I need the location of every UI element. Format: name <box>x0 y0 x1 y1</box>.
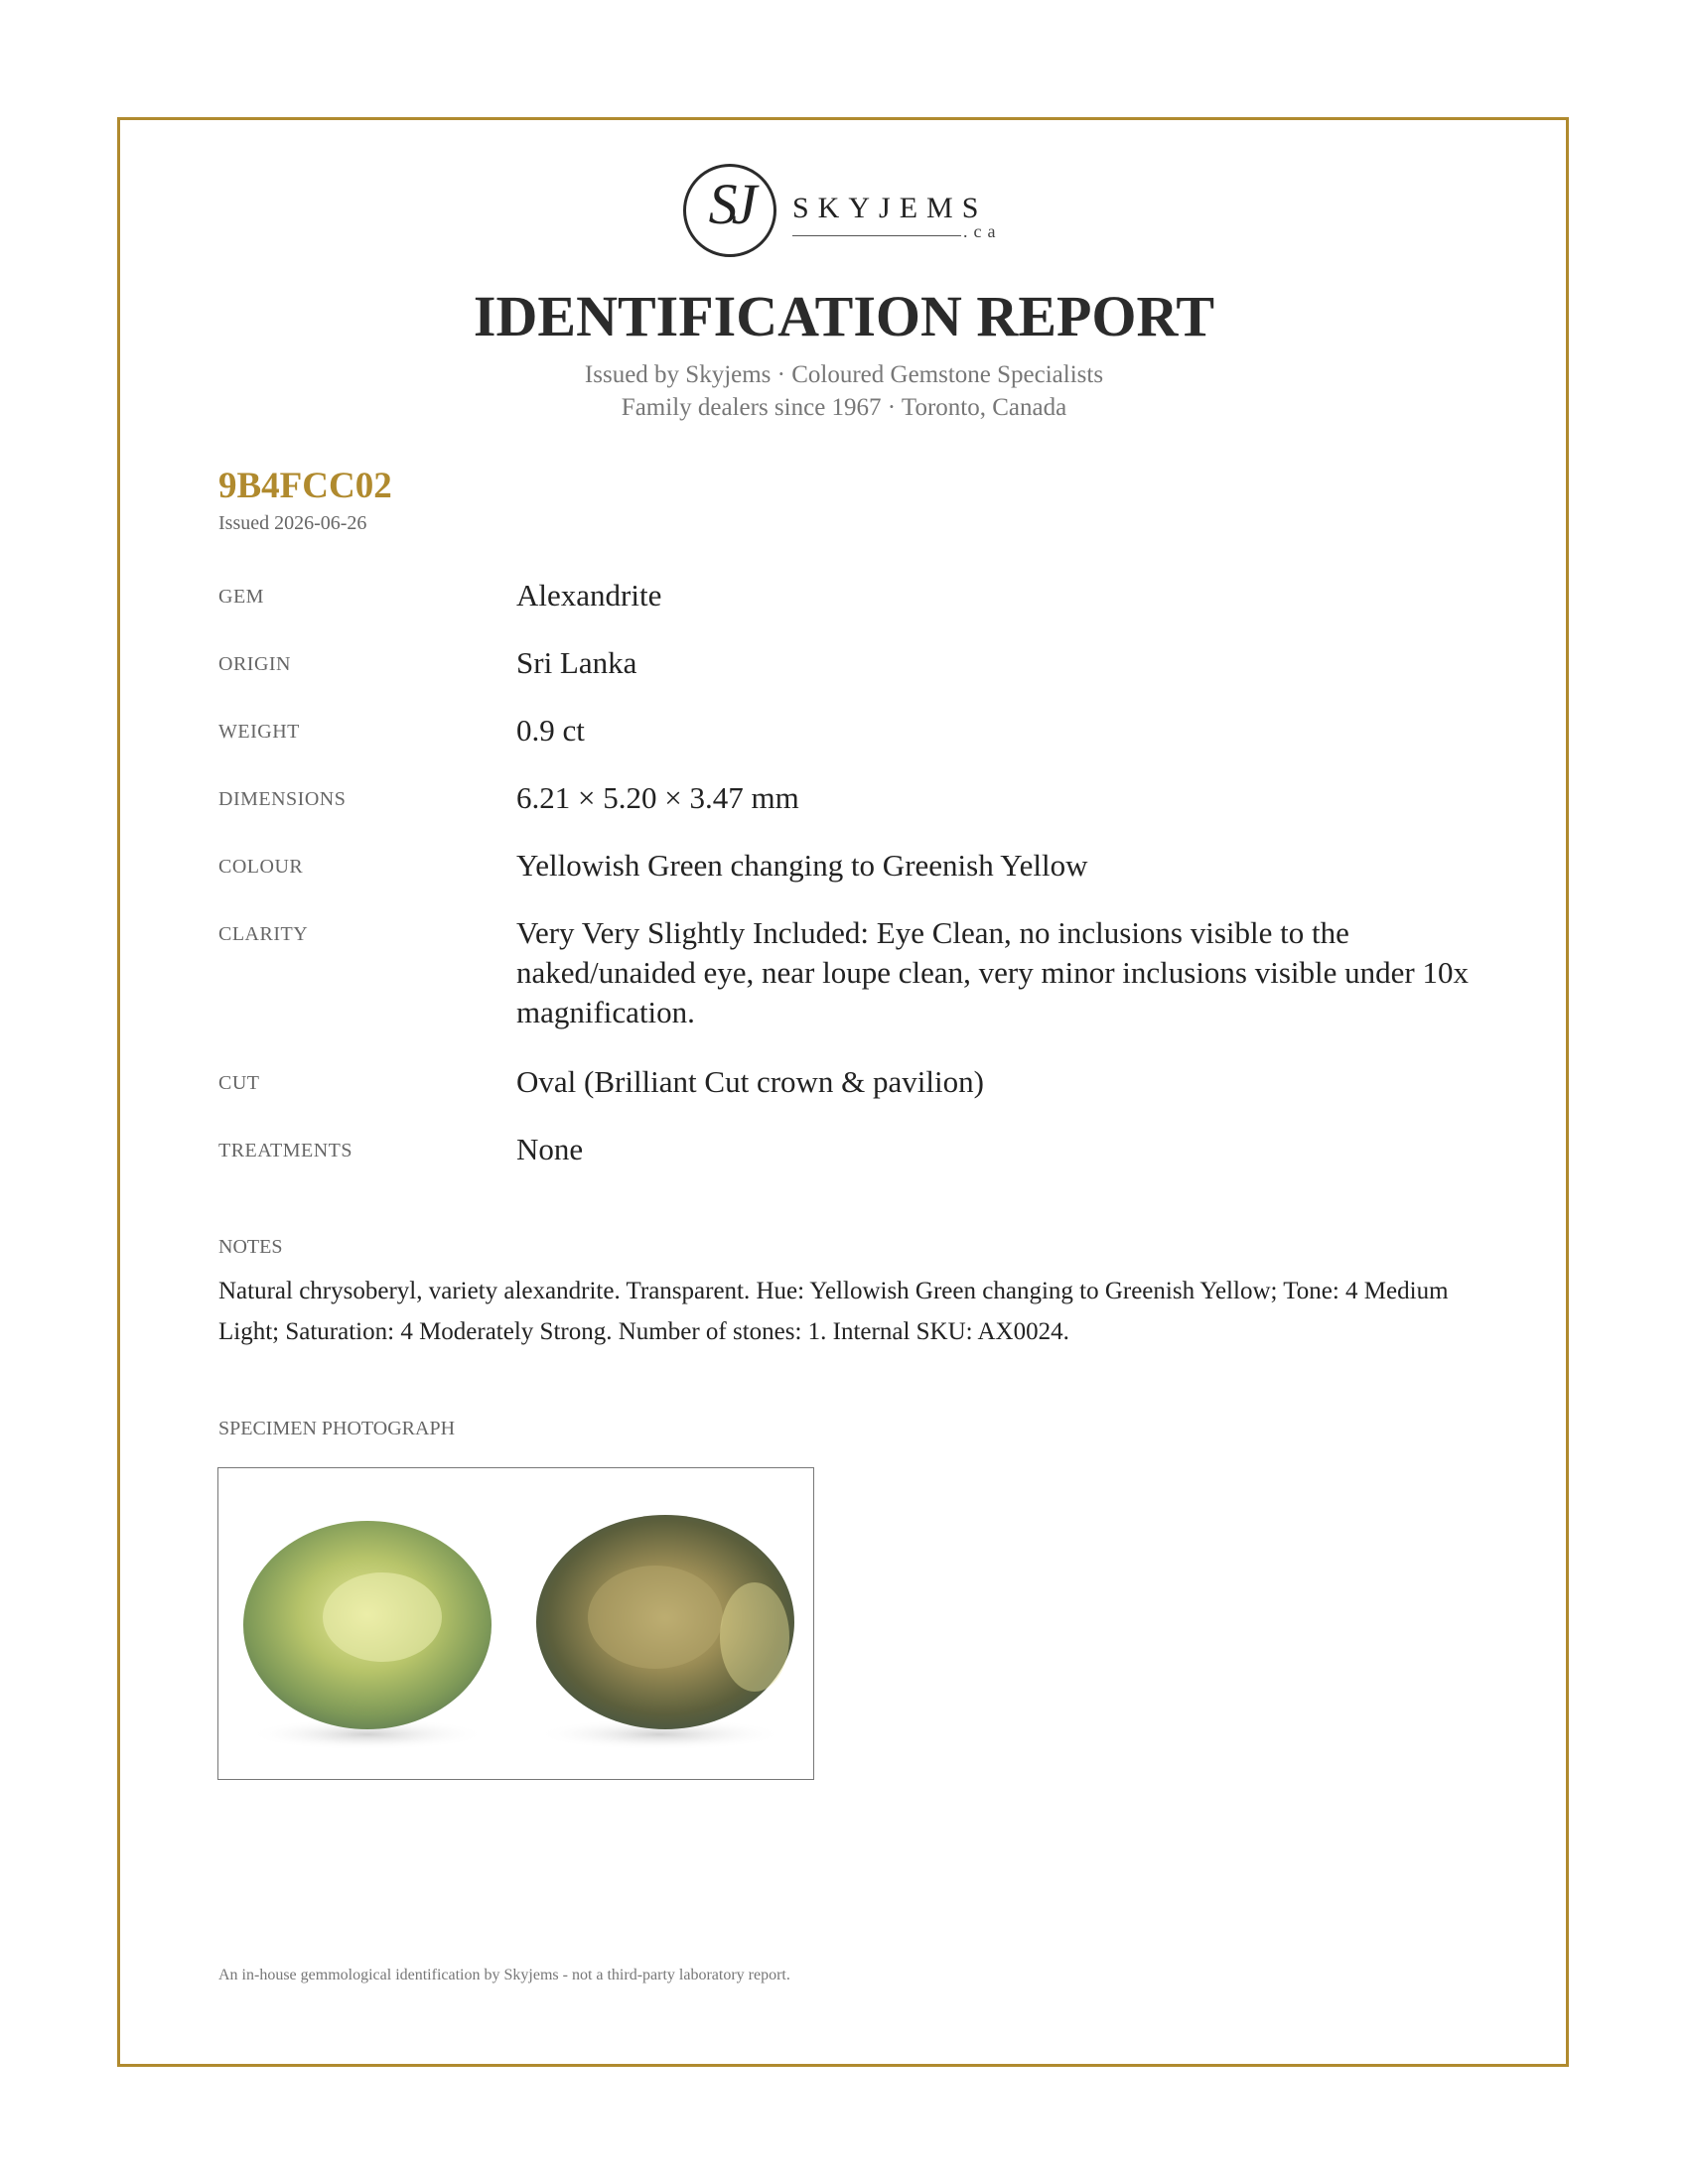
field-value: Sri Lanka <box>516 645 637 680</box>
gem-images <box>218 1468 814 1780</box>
issuer-line: Issued by Skyjems · Coloured Gemstone Specialists <box>584 361 1104 388</box>
photo-label: SPECIMEN PHOTOGRAPH <box>218 1418 456 1439</box>
field-value: Oval (Brilliant Cut crown & pavilion) <box>516 1064 984 1099</box>
logo-underline <box>792 235 961 236</box>
gem-left-table <box>323 1572 442 1662</box>
dealer-line: Family dealers since 1967 · Toronto, Canada <box>621 394 1067 421</box>
field-value: None <box>516 1132 584 1166</box>
logo-suffix: .ca <box>963 221 1002 241</box>
field-label: GEM <box>218 586 264 608</box>
field-value: Alexandrite <box>516 578 662 613</box>
specimen-photograph <box>217 1467 814 1780</box>
field-label: WEIGHT <box>218 721 300 743</box>
notes-text: Natural chrysoberyl, variety alexandrite. Transparent. Hue: Yellowish Green changing to Greenish Yellow; Tone: 4 Medium Light; Saturation: 4 Moderately Strong. Number of stones: 1. Internal SKU: AX0024. <box>218 1278 1449 1345</box>
field-value: 0.9 ct <box>516 713 585 748</box>
field-label: ORIGIN <box>218 653 291 675</box>
field-value: 6.21 × 5.20 × 3.47 mm <box>516 780 799 815</box>
issued-date: Issued 2026-06-26 <box>218 512 367 534</box>
field-label: CLARITY <box>218 923 309 945</box>
gem-right-highlight <box>720 1582 789 1692</box>
field-label: DIMENSIONS <box>218 788 347 810</box>
skyjems-logo <box>683 164 1011 263</box>
footer-disclaimer: An in-house gemmological identification by Skyjems - not a third-party laboratory report. <box>218 1967 790 1983</box>
field-value: Very Very Slightly Included: Eye Clean, no inclusions visible to the naked/unaided eye, near loupe clean, very minor inclusions visible under 10x magnification. <box>516 915 1469 1029</box>
logo-monogram-circle <box>683 164 776 257</box>
field-label: CUT <box>218 1072 260 1094</box>
notes-label: NOTES <box>218 1236 283 1258</box>
logo-wordmark: SKYJEMS <box>792 192 988 224</box>
gem-right-table <box>588 1566 723 1669</box>
field-label: TREATMENTS <box>218 1140 352 1161</box>
report-title: IDENTIFICATION REPORT <box>473 284 1215 348</box>
logo-monogram: SJ <box>708 172 752 236</box>
field-value: Yellowish Green changing to Greenish Yellow <box>516 848 1088 883</box>
report-id: 9B4FCC02 <box>218 466 392 506</box>
field-label: COLOUR <box>218 856 304 878</box>
